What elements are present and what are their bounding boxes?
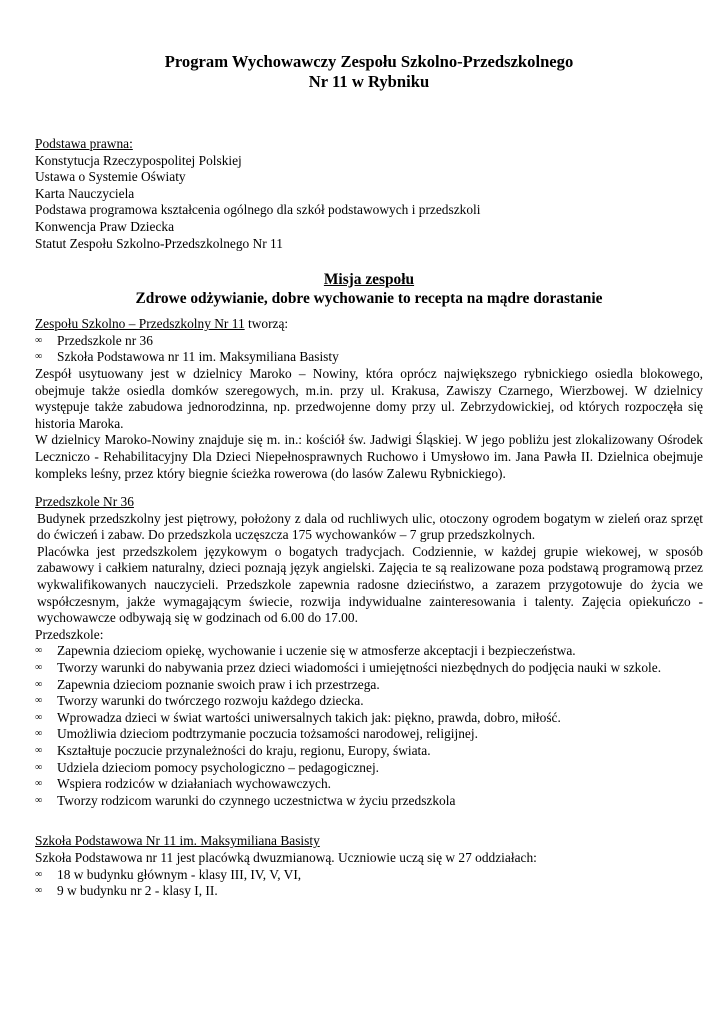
team-paragraph: Zespół usytuowany jest w dzielnicy Maroko – Nowiny, która oprócz największego rybnickiego osiedla blokowego, obejmuje także osiedla domków szeregowych, m.in. przy ul. Krakusa, Zawiszy Czarnego, Wierzbowej. W dzielnicy występuje także zabudowa jednorodzinna, np. przedwojenne domy przy ul. Zebrzydowickiej, od których rozpoczęła się historia Maroka. — [35, 365, 703, 431]
infinity-bullet-icon: ∞ — [35, 662, 43, 674]
infinity-bullet-icon: ∞ — [35, 885, 43, 897]
infinity-bullet-icon: ∞ — [35, 868, 43, 880]
infinity-bullet-icon: ∞ — [35, 711, 43, 723]
mission-section — [35, 270, 703, 308]
list-item: ∞ Wspiera rodziców w działaniach wychowawczych. — [35, 776, 332, 792]
document-page — [35, 52, 703, 900]
list-item: ∞ 9 w budynku nr 2 - klasy I, II. — [35, 883, 218, 899]
infinity-bullet-icon: ∞ — [35, 351, 43, 363]
team-intro-link: Zespołu Szkolno – Przedszkolny Nr 11 — [35, 316, 245, 332]
list-item: ∞ Zapewnia dzieciom poznanie swoich praw i ich przestrzega. — [35, 676, 380, 692]
list-item: ∞ Udziela dzieciom pomocy psychologiczno – pedagogicznej. — [35, 759, 380, 775]
infinity-bullet-icon: ∞ — [35, 728, 43, 740]
list-item: ∞ Tworzy warunki do twórczego rozwoju każdego dziecka. — [35, 693, 364, 709]
team-intro-rest: tworzą: — [244, 316, 289, 332]
legal-item: Karta Nauczyciela — [35, 185, 135, 201]
list-item: ∞ Tworzy warunki do nabywania przez dzieci wiadomości i umiejętności niezbędnych do podjęcia nauki w szkole. — [35, 660, 662, 676]
infinity-bullet-icon: ∞ — [35, 794, 43, 806]
infinity-bullet-icon: ∞ — [35, 745, 43, 756]
list-item: ∞ Szkoła Podstawowa nr 11 im. Maksymiliana Basisty — [35, 349, 339, 365]
legal-basis-section — [35, 136, 703, 252]
preschool-list — [35, 643, 703, 809]
infinity-bullet-icon: ∞ — [35, 695, 43, 707]
preschool-paragraph: Placówka jest przedszkolem językowym o bogatych tradycjach. Codziennie, w każdej grupie wiekowej, w sposób zabawowy i całkiem naturalny, dzieci poznają język angielski. Zajęcia te są realizowane poza podstawą programową przez wykwalifikowanych nauczycieli. Przedszkole zapewnia radosne dzieciństwo, a zarazem przygotowuje do życia we współczesnym, jakże wymagającym świecie, rozwija indywidualne zainteresowania i talenty. Zajęcia opiekuńczo - wychowawcze odbywają się w godzinach od 6.00 do 17.00. — [37, 543, 703, 626]
document-title — [35, 52, 703, 92]
mission-motto: Zdrowe odżywianie, dobre wychowanie to recepta na mądre dorastanie — [135, 290, 603, 308]
infinity-bullet-icon: ∞ — [35, 678, 43, 690]
list-item: ∞ Kształtuje poczucie przynależności do kraju, regionu, Europy, świata. — [35, 743, 431, 758]
school-section — [35, 833, 703, 899]
preschool-list-intro: Przedszkole: — [35, 626, 104, 642]
legal-item: Konstytucja Rzeczypospolitej Polskiej — [35, 152, 242, 168]
legal-item: Podstawa programowa kształcenia ogólnego dla szkół podstawowych i przedszkoli — [35, 202, 481, 218]
preschool-section — [35, 494, 703, 809]
list-item: ∞ 18 w budynku głównym - klasy III, IV, V, VI, — [35, 866, 302, 882]
list-item: ∞ Umożliwia dzieciom podtrzymanie poczucia tożsamości narodowej, religijnej. — [35, 726, 478, 742]
infinity-bullet-icon: ∞ — [35, 334, 43, 346]
list-item: ∞ Wprowadza dzieci w świat wartości uniwersalnych takich jak: piękno, prawda, dobro, miłość. — [35, 709, 561, 725]
list-item: ∞ Przedszkole nr 36 — [35, 332, 153, 348]
team-members-list — [35, 333, 703, 366]
infinity-bullet-icon: ∞ — [35, 761, 43, 773]
preschool-paragraph: Budynek przedszkolny jest piętrowy, położony z dala od ruchliwych ulic, otoczony ogrodem bogatym w zieleń oraz sprzęt do ćwiczeń i zabaw. Do przedszkola uczęszcza 175 wychowanków – 7 grup przedszkolnych. — [37, 510, 703, 543]
team-intro — [35, 316, 703, 333]
legal-basis-heading: Podstawa prawna: — [35, 136, 133, 151]
preschool-heading: Przedszkole Nr 36 — [35, 494, 134, 510]
team-section — [35, 316, 703, 482]
legal-item: Konwencja Praw Dziecka — [35, 218, 175, 234]
title-line-1: Program Wychowawczy Zespołu Szkolno-Przedszkolnego — [164, 52, 574, 71]
school-paragraph: Szkoła Podstawowa nr 11 jest placówką dwuzmianową. Uczniowie uczą się w 27 oddziałach: — [35, 849, 537, 865]
list-item: ∞ Tworzy rodzicom warunki do czynnego uczestnictwa w życiu przedszkola — [35, 792, 456, 808]
school-heading: Szkoła Podstawowa Nr 11 im. Maksymiliana Basisty — [35, 833, 320, 849]
infinity-bullet-icon: ∞ — [35, 645, 43, 657]
title-line-2: Nr 11 w Rybniku — [308, 72, 430, 91]
infinity-bullet-icon: ∞ — [35, 778, 43, 790]
team-paragraph: W dzielnicy Maroko-Nowiny znajduje się m. in.: kościół św. Jadwigi Śląskiej. W jego pobliżu jest zlokalizowany Ośrodek Leczniczo - Rehabilitacyjny Dla Dzieci Niepełnosprawnych Ruchowo i Umysłowo im. Jana Pawła II. Dzielnica obejmuje kompleks leśny, przez który biegnie ścieżka rowerowa (do lasów Zalewu Rybnickiego). — [35, 432, 703, 481]
list-item: ∞ Zapewnia dzieciom opiekę, wychowanie i uczenie się w atmosferze akceptacji i bezpieczeństwa. — [35, 643, 576, 659]
school-list — [35, 867, 703, 900]
legal-item: Statut Zespołu Szkolno-Przedszkolnego Nr 11 — [35, 235, 283, 251]
mission-heading: Misja zespołu — [323, 271, 415, 289]
legal-item: Ustawa o Systemie Oświaty — [35, 169, 186, 185]
